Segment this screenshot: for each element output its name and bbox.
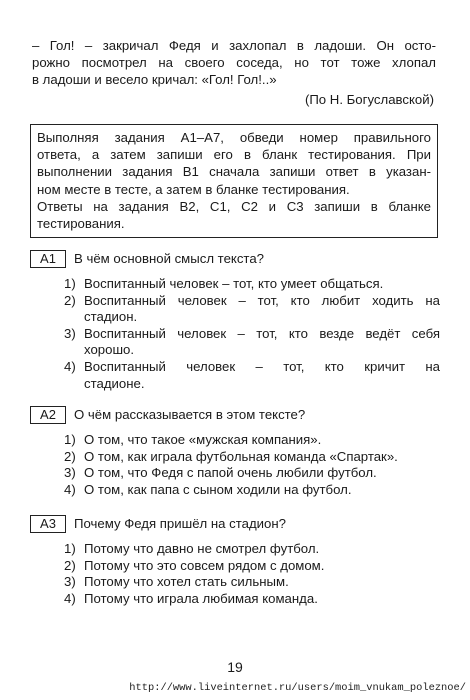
- question-a2: [30, 406, 440, 498]
- page-number: 19: [227, 659, 243, 675]
- option-number: 2): [64, 557, 76, 573]
- option-number: 4): [64, 590, 76, 606]
- option-text: О том, что такое «мужская компания».: [84, 432, 322, 447]
- answer-option[interactable]: [64, 293, 440, 326]
- answer-option[interactable]: [64, 558, 440, 575]
- answer-options: [64, 432, 440, 498]
- option-number: 4): [64, 358, 76, 374]
- story-line-3: в ладоши и весело кричал: «Гол! Гол!..»: [32, 72, 277, 87]
- instructions-line-1: Выполняя задания А1–А7, обведи номер правильного: [37, 130, 431, 145]
- question-label: А1: [30, 250, 66, 268]
- answer-option[interactable]: [64, 276, 440, 293]
- question-a1: [30, 250, 440, 392]
- option-text: Потому что хотел стать сильным.: [84, 574, 289, 590]
- story-line-2: рожно посмотрел на своего соседа, но тот тоже хлопал: [32, 55, 436, 70]
- story-excerpt: [32, 37, 436, 88]
- question-label: А2: [30, 406, 66, 424]
- option-number: 1): [64, 276, 76, 291]
- option-text: О том, что Федя с папой очень любили футбол.: [84, 465, 377, 481]
- option-text: Воспитанный человек – тот, кто кричит на: [84, 358, 440, 374]
- answer-option[interactable]: [64, 541, 440, 558]
- option-number: 1): [64, 541, 76, 556]
- option-text: О том, как папа с сыном ходили на футбол.: [84, 481, 352, 497]
- option-text: Потому что играла любимая команда.: [84, 590, 318, 606]
- option-number: 1): [64, 432, 76, 447]
- option-text: Воспитанный человек – тот, кто везде ведёт себя: [84, 325, 440, 341]
- option-number: 2): [64, 448, 76, 464]
- question-text: Почему Федя пришёл на стадион?: [74, 516, 286, 531]
- option-text: стадионе.: [84, 375, 145, 391]
- answer-option[interactable]: [64, 482, 440, 499]
- option-number: 3): [64, 465, 76, 481]
- instructions-box: [30, 124, 438, 238]
- answer-option[interactable]: [64, 591, 440, 608]
- answer-option[interactable]: [64, 465, 440, 482]
- story-source: (По Н. Богуславской): [304, 92, 434, 107]
- option-text: стадион.: [84, 309, 138, 325]
- instructions-line-2: ответа, а затем запиши его в бланк тестирования. При: [37, 147, 431, 163]
- option-number: 4): [64, 481, 76, 497]
- answer-options: [64, 276, 440, 392]
- instructions-line-6: тестирования.: [37, 216, 125, 232]
- answer-options: [64, 541, 440, 607]
- answer-option[interactable]: [64, 326, 440, 359]
- question-text: В чём основной смысл текста?: [74, 251, 264, 266]
- option-text: хорошо.: [84, 342, 135, 358]
- watermark-url: http://www.liveinternet.ru/users/moim_vnukam_poleznoe/: [129, 682, 466, 694]
- question-text: О чём рассказывается в этом тексте?: [74, 407, 306, 422]
- option-text: Потому что это совсем рядом с домом.: [84, 557, 325, 573]
- option-number: 3): [64, 574, 76, 590]
- option-number: 3): [64, 325, 76, 341]
- option-text: Воспитанный человек – тот, кто умеет общаться.: [84, 276, 384, 291]
- option-text: О том, как играла футбольная команда «Спартак».: [84, 448, 398, 464]
- answer-option[interactable]: [64, 574, 440, 591]
- instructions-line-5: Ответы на задания В2, С1, С2 и С3 запиши в бланке: [37, 198, 431, 214]
- answer-option[interactable]: [64, 359, 440, 392]
- option-number: 2): [64, 292, 76, 308]
- question-a3: [30, 515, 440, 607]
- question-label: А3: [30, 515, 66, 533]
- option-text: Потому что давно не смотрел футбол.: [84, 541, 320, 556]
- instructions-line-3: выполнении задания В1 сначала запиши ответ в указан-: [37, 164, 431, 180]
- answer-option[interactable]: [64, 449, 440, 466]
- story-line-1: – Гол! – закричал Федя и захлопал в ладоши. Он осто-: [32, 38, 436, 53]
- answer-option[interactable]: [64, 432, 440, 449]
- instructions-line-4: ном месте в тесте, а затем в бланке тестирования.: [37, 181, 350, 197]
- option-text: Воспитанный человек – тот, кто любит ходить на: [84, 292, 440, 308]
